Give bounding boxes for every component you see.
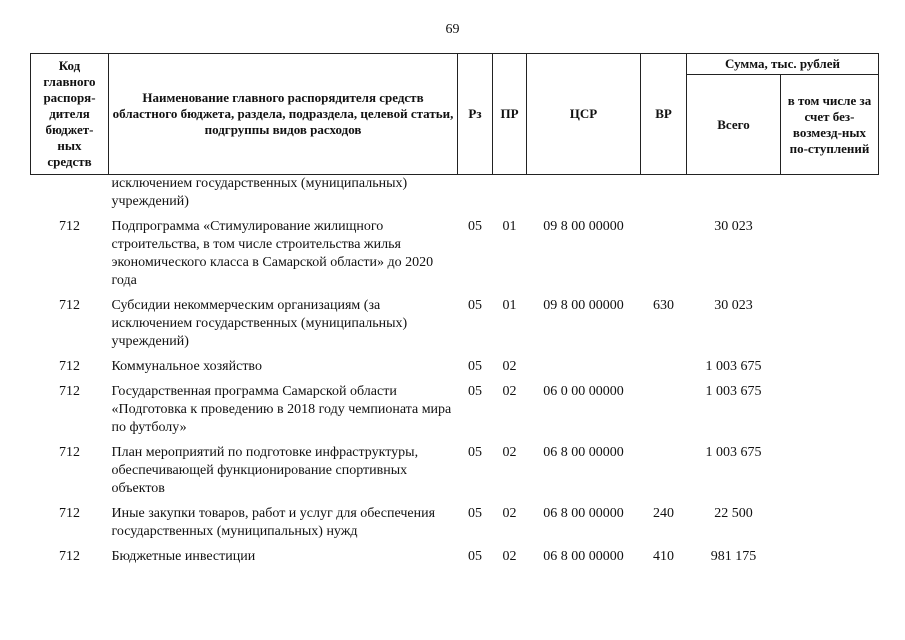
table-row bbox=[31, 358, 879, 383]
cell-rz: 05 bbox=[468, 298, 482, 313]
cell-rz: 05 bbox=[468, 219, 482, 234]
cell-csr: 06 0 00 00000 bbox=[543, 384, 624, 399]
cell-vr: 240 bbox=[653, 506, 674, 521]
header-csr: ЦСР bbox=[527, 54, 641, 175]
cell-name: Бюджетные инвестиции bbox=[111, 549, 256, 564]
cell-rz: 05 bbox=[468, 549, 482, 564]
cell-gratuitous bbox=[781, 218, 879, 297]
cell-gratuitous bbox=[781, 297, 879, 358]
cell-csr: 06 8 00 00000 bbox=[543, 549, 624, 564]
cell-code: 712 bbox=[59, 359, 80, 374]
cell-gratuitous bbox=[781, 505, 879, 548]
page-number: 69 bbox=[445, 22, 460, 37]
cell-name: Иные закупки товаров, работ и услуг для обеспечения государственных (муниципальных) нужд bbox=[111, 506, 436, 539]
cell-vr: 630 bbox=[653, 298, 674, 313]
cell-rz: 05 bbox=[468, 384, 482, 399]
cell-pr: 02 bbox=[502, 384, 517, 399]
header-pr: ПР bbox=[493, 54, 527, 175]
table-row bbox=[31, 218, 879, 297]
cell-name: Коммунальное хозяйство bbox=[111, 359, 262, 374]
cell-name: Подпрограмма «Стимулирование жилищного строительства, в том числе строительства жилья экономического класса в Самарской области» до 2020 года bbox=[111, 219, 434, 288]
cell-code: 712 bbox=[59, 298, 80, 313]
cell-vr: 410 bbox=[653, 549, 674, 564]
cell-vr bbox=[641, 383, 687, 444]
cell-code: 712 bbox=[59, 384, 80, 399]
budget-table bbox=[30, 53, 879, 573]
cell-csr: 06 8 00 00000 bbox=[543, 445, 624, 460]
cell-rz: 05 bbox=[468, 445, 482, 460]
cell-csr: 09 8 00 00000 bbox=[543, 298, 624, 313]
cell-gratuitous bbox=[781, 548, 879, 573]
cell-pr: 02 bbox=[502, 359, 517, 374]
table-row bbox=[31, 297, 879, 358]
header-name: Наименование главного распорядителя средств областного бюджета, раздела, подраздела, целевой статьи, подгруппы видов расходов bbox=[109, 54, 458, 175]
cell-pr: 02 bbox=[502, 549, 517, 564]
cell-gratuitous bbox=[781, 358, 879, 383]
cell-rz: 05 bbox=[468, 359, 482, 374]
cell-total: 1 003 675 bbox=[705, 445, 762, 460]
cell-vr bbox=[641, 444, 687, 505]
cell-name: Субсидии некоммерческим организациям (за исключением государственных (муниципальных) учреждений) bbox=[111, 298, 408, 349]
header-rz: Рз bbox=[458, 54, 493, 175]
cell-pr: 01 bbox=[502, 298, 517, 313]
cell-total: 30 023 bbox=[714, 298, 753, 313]
cell-total: 981 175 bbox=[710, 549, 757, 564]
header-vr: ВР bbox=[641, 54, 687, 175]
cell-code: 712 bbox=[59, 506, 80, 521]
cell-total: 1 003 675 bbox=[705, 384, 762, 399]
cell-name: Государственная программа Самарской области «Подготовка к проведению в 2018 году чемпионата мира по футболу» bbox=[111, 384, 452, 435]
cell-total: 22 500 bbox=[714, 506, 753, 521]
cell-pr: 02 bbox=[502, 445, 517, 460]
cell-code: 712 bbox=[59, 219, 80, 234]
cell-gratuitous bbox=[781, 444, 879, 505]
cell-vr bbox=[641, 218, 687, 297]
cell-name: План мероприятий по подготовке инфраструктуры, обеспечивающей функционирование спортивных объектов bbox=[111, 445, 419, 496]
table-row-continuation bbox=[31, 175, 879, 219]
table-body bbox=[31, 175, 879, 574]
cell-rz: 05 bbox=[468, 506, 482, 521]
cell-vr bbox=[641, 358, 687, 383]
table-row bbox=[31, 383, 879, 444]
cell-code: 712 bbox=[59, 549, 80, 564]
header-code: Код главного распоря-дителя бюджет-ных средств bbox=[31, 54, 109, 175]
table-row bbox=[31, 548, 879, 573]
table-header bbox=[31, 54, 879, 175]
cell-gratuitous bbox=[781, 383, 879, 444]
cell-pr: 02 bbox=[502, 506, 517, 521]
continuation-text: исключением государственных (муниципальных) учреждений) bbox=[111, 176, 408, 209]
table-row bbox=[31, 444, 879, 505]
table-row bbox=[31, 505, 879, 548]
header-total: Всего bbox=[687, 75, 781, 175]
cell-total: 30 023 bbox=[714, 219, 753, 234]
header-gratuitous: в том числе за счет без-возмезд-ных по-ступлений bbox=[781, 75, 879, 175]
header-sum: Сумма, тыс. рублей bbox=[687, 54, 879, 75]
cell-code: 712 bbox=[59, 445, 80, 460]
cell-total: 1 003 675 bbox=[705, 359, 762, 374]
cell-csr bbox=[527, 358, 641, 383]
cell-csr: 09 8 00 00000 bbox=[543, 219, 624, 234]
cell-csr: 06 8 00 00000 bbox=[543, 506, 624, 521]
cell-pr: 01 bbox=[502, 219, 517, 234]
